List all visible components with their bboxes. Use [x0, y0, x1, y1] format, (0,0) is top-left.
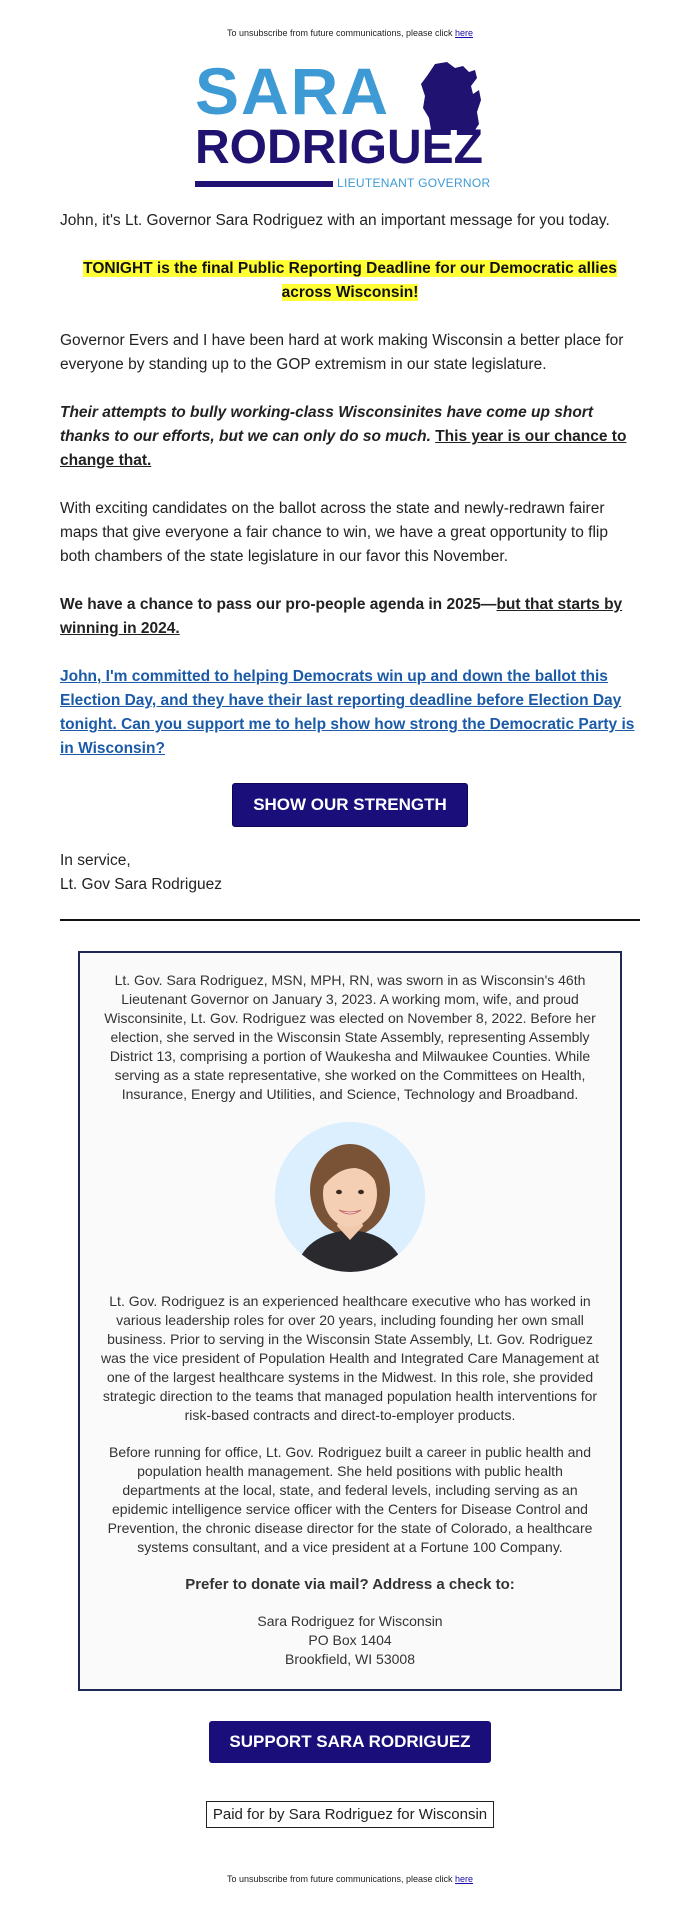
signoff-line-2: Lt. Gov Sara Rodriguez: [60, 876, 222, 893]
bottom-unsubscribe-notice: [60, 1874, 640, 1884]
highlight-text: TONIGHT is the final Public Reporting Deadline for our Democratic allies across Wisconsin!: [83, 260, 617, 301]
support-row: [60, 1721, 640, 1763]
paid-for-text: Paid for by Sara Rodriguez for Wisconsin: [206, 1801, 494, 1828]
paragraph-4: [60, 593, 640, 641]
paragraph-2-italic: Their attempts to bully working-class Wisconsinites have come up short thanks to our efforts, but we can only do so much.: [60, 404, 594, 445]
bio-paragraph-2: Lt. Gov. Rodriguez is an experienced healthcare executive who has worked in various leadership roles for over 20 years, including founding her own small business. Prior to serving in the Wisconsin State Assembly, Lt. Gov. Rodriguez was the vice president of Population Health and Integrated Care Management at one of the largest healthcare systems in the Midwest. In this role, she provided strategic direction to the teams that managed population health interventions for risk-based contracts and direct-to-employer products.: [100, 1293, 600, 1423]
logo-first-name: SARA: [195, 54, 391, 128]
divider: [60, 919, 640, 921]
paragraph-2-underline: This year is our chance to change that.: [60, 428, 627, 469]
signoff: [60, 849, 640, 897]
donation-link-paragraph: [60, 665, 640, 761]
logo-last-name: RODRIGUEZ: [195, 121, 483, 174]
show-our-strength-button[interactable]: SHOW OUR STRENGTH: [232, 783, 468, 827]
mail-donation-heading: Prefer to donate via mail? Address a check to:: [185, 1576, 515, 1593]
greeting: John, it's Lt. Governor Sara Rodriguez with an important message for you today.: [60, 212, 610, 229]
email-container: [60, 0, 640, 1884]
candidate-photo: [275, 1122, 425, 1272]
paragraph-4-bold: We have a chance to pass our pro-people agenda in 2025—: [60, 596, 497, 613]
top-unsubscribe-notice: [60, 0, 640, 42]
unsubscribe-link[interactable]: here: [455, 28, 474, 38]
logo-title: LIEUTENANT GOVERNOR: [337, 176, 491, 190]
signoff-line-1: In service,: [60, 852, 131, 869]
deadline-highlight: [60, 257, 640, 305]
paragraph-3: With exciting candidates on the ballot across the state and newly-redrawn fairer maps that give everyone a fair chance to win, we have a great opportunity to flip both chambers of the state legislature in our favor this November.: [60, 500, 608, 565]
paragraph-4-underline: but that starts by winning in 2024.: [60, 596, 623, 637]
address-line-1: Sara Rodriguez for Wisconsin: [257, 1613, 443, 1629]
address-line-2: PO Box 1404: [308, 1632, 392, 1648]
unsubscribe-text: To unsubscribe from future communications, please click: [226, 28, 456, 38]
portrait-illustration: [275, 1122, 425, 1272]
paragraph-1: Governor Evers and I have been hard at work making Wisconsin a better place for everyone by standing up to the GOP extremism in our state legislature.: [60, 332, 624, 373]
mailing-address: [100, 1612, 600, 1669]
campaign-logo: [195, 54, 505, 193]
unsubscribe-text-bottom: To unsubscribe from future communications, please click: [226, 1874, 456, 1884]
bio-paragraph-3: Before running for office, Lt. Gov. Rodriguez built a career in public health and population health management. She held positions with public health departments at the local, state, and federal levels, including serving as an epidemic intelligence service officer with the Centers for Disease Control and Prevention, the chronic disease director for the state of Colorado, a healthcare systems consultant, and a vice president at a Fortune 100 Company.: [107, 1444, 593, 1555]
address-line-3: Brookfield, WI 53008: [285, 1651, 415, 1667]
logo-underline: [195, 181, 333, 187]
bio-paragraph-1: Lt. Gov. Sara Rodriguez, MSN, MPH, RN, was sworn in as Wisconsin's 46th Lieutenant Governor on January 3, 2023. A working mom, wife, and proud Wisconsinite, Lt. Gov. Rodriguez was elected on November 8, 2022. Before her election, she served in the Wisconsin State Assembly, representing Assembly District 13, comprising a portion of Waukesha and Milwaukee Counties. While serving as a state representative, she worked on the Committees on Health, Insurance, Energy and Utilities, and Science, Technology and Broadband.: [104, 972, 596, 1102]
paragraph-2: [60, 401, 640, 473]
unsubscribe-link-bottom[interactable]: here: [455, 1874, 474, 1884]
bio-box: [78, 951, 622, 1691]
donation-link[interactable]: John, I'm committed to helping Democrats win up and down the ballot this Election Day, and they have their last reporting deadline before Election Day tonight. Can you support me to help show how strong the Democratic Party is in Wisconsin?: [60, 668, 635, 757]
cta-row: [60, 783, 640, 827]
support-sara-rodriguez-button[interactable]: SUPPORT SARA RODRIGUEZ: [209, 1721, 490, 1763]
paid-for-disclaimer: [60, 1801, 640, 1828]
